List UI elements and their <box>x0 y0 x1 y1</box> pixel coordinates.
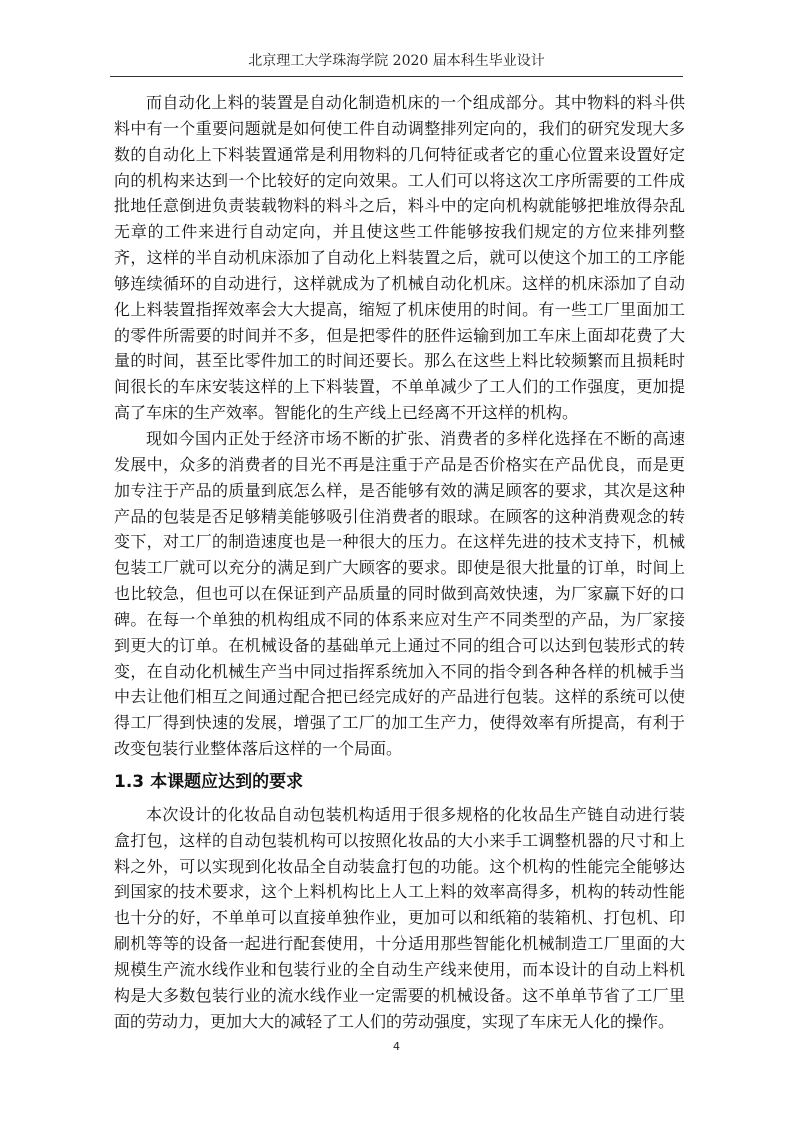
section-heading <box>114 762 685 802</box>
page-number: 4 <box>393 1040 400 1053</box>
section-number: 1.3 <box>114 771 145 792</box>
header-divider <box>110 76 683 77</box>
section-title: 本课题应达到的要求 <box>150 771 304 792</box>
page-header: 北京理工大学珠海学院 2020 届本科生毕业设计 <box>248 53 545 69</box>
section-paragraph-1: 本次设计的化妆品自动包装机构适用于很多规格的化妆品生产链自动进行装盒打包，这样的自动包装机构可以按照化妆品的大小来手工调整机器的尺寸和上料之外，可以实现到化妆品全自动装盒打包的功能。这个机构的性能完全能够达到国家的技术要求，这个上料机构比上人工上料的效率高得多，机构的转动性能也十分的好，不单单可以直接单独作业，更加可以和纸箱的装箱机、打包机、印刷机等等的设备一起进行配套使用，十分适用那些智能化机械制造工厂里面的大规模生产流水线作业和包装行业的全自动生产线来使用，而本设计的自动上料机构是大多数包装行业的流水线作业一定需要的机械设备。这不单单节省了工厂里面的劳动力，更加大大的减轻了工人们的劳动强度，实现了车床无人化的操作。 <box>114 804 685 1031</box>
body-paragraph-2: 现如今国内正处于经济市场不断的扩张、消费者的多样化选择在不断的高速发展中，众多的消费者的目光不再是注重于产品是否价格实在产品优良，而是更加专注于产品的质量到底怎么样，是否能够有效的满足顾客的要求，其次是这种产品的包装是否足够精美能够吸引住消费者的眼球。在顾客的这种消费观念的转变下，对工厂的制造速度也是一种很大的压力。在这样先进的技术支持下，机械包装工厂就可以充分的满足到广大顾客的要求。即使是很大批量的订单，时间上也比较急，但也可以在保证到产品质量的同时做到高效快速，为厂家赢下好的口碑。在每一个单独的机构组成不同的体系来应对生产不同类型的产品，为厂家接到更大的订单。在机械设备的基础单元上通过不同的组合可以达到包装形式的转变，在自动化机械生产当中同过指挥系统加入不同的指令到各种各样的机械手当中去让他们相互之间通过配合把已经完成好的产品进行包装。这样的系统可以使得工厂得到快速的发展，增强了工厂的加工生产力，使得效率有所提高，有利于改变包装行业整体落后这样的一个局面。 <box>114 428 685 759</box>
body-paragraph-1: 而自动化上料的装置是自动化制造机床的一个组成部分。其中物料的料斗供料中有一个重要问题就是如何使工件自动调整排列定向的，我们的研究发现大多数的自动化上下料装置通常是利用物料的几何特征或者它的重心位置来设置好定向的机构来达到一个比较好的定向效果。工人们可以将这次工序所需要的工件成批地任意倒进负责装载物料的料斗之后，料斗中的定向机构就能够把堆放得杂乱无章的工件来进行自动定向，并且使这些工件能够按我们规定的方位来排列整齐，这样的半自动机床添加了自动化上料装置之后，就可以使这个加工的工序能够连续循环的自动进行，这样就成为了机械自动化机床。这样的机床添加了自动化上料装置指挥效率会大大提高，缩短了机床使用的时间。有一些工厂里面加工的零件所需要的时间并不多，但是把零件的胚件运输到加工车床上面却花费了大量的时间，甚至比零件加工的时间还要长。那么在这些上料比较频繁而且损耗时间很长的车床安装这样的上下料装置，不单单减少了工人们的工作强度，更加提高了车床的生产效率。智能化的生产线上已经离不开这样的机构。 <box>114 93 685 423</box>
page-body <box>114 90 685 1035</box>
